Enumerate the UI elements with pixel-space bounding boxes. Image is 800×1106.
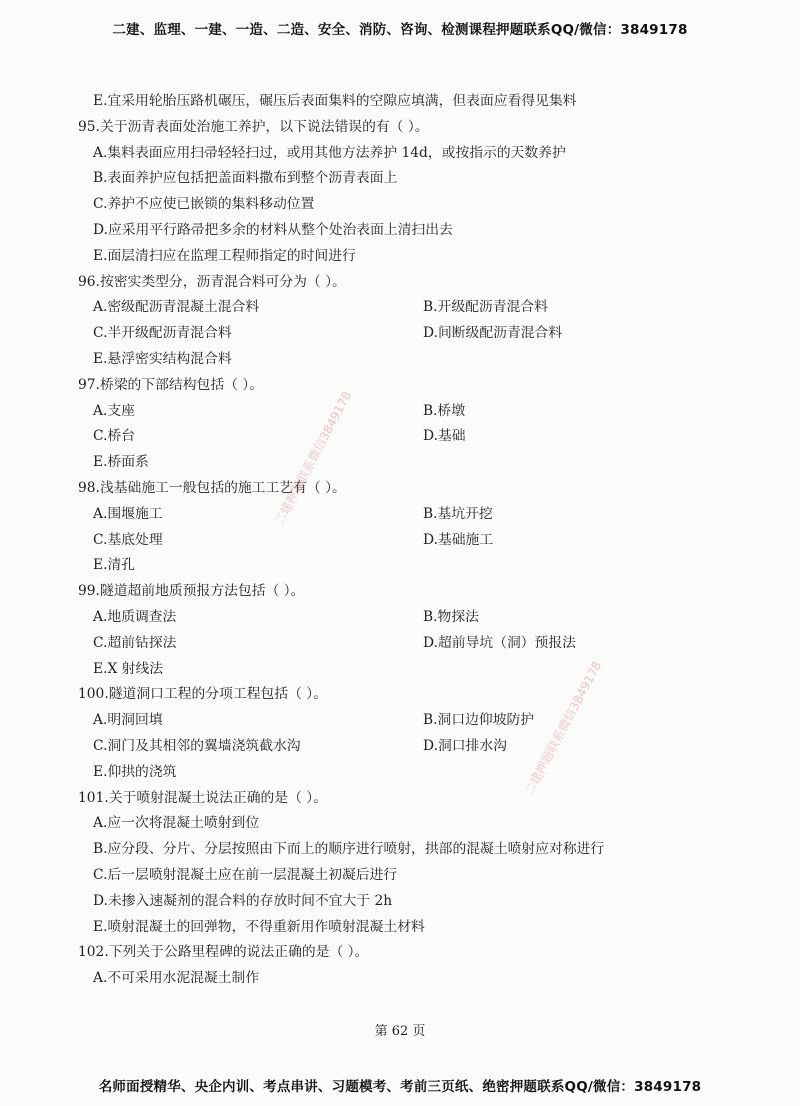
option: C.后一层喷射混凝土应在前一层混凝土初凝后进行 (93, 867, 398, 883)
question-stem: 97.桥梁的下部结构包括（ ）。 (78, 377, 263, 393)
option: E.仰拱的浇筑 (93, 764, 177, 780)
option-right: D.基础 (423, 428, 466, 444)
question-stem: 100.隧道洞口工程的分项工程包括（ ）。 (78, 686, 327, 702)
option-left: C.桥台 (93, 428, 136, 444)
option-right: D.超前导坑（洞）预报法 (423, 635, 576, 651)
header-banner: 二建、监理、一建、一造、二造、安全、消防、咨询、检测课程押题联系QQ/微信：3849178 (112, 22, 688, 38)
option: A.集料表面应用扫帚轻轻扫过，或用其他方法养护 14d，或按指示的天数养护 (93, 145, 566, 161)
watermark: 二建押题联系微信3849178 (271, 388, 355, 528)
option: E.X 射线法 (93, 661, 164, 677)
option-right: B.基坑开挖 (423, 506, 493, 522)
option-right: D.洞口排水沟 (423, 738, 507, 754)
question-stem: 102.下列关于公路里程碑的说法正确的是（ ）。 (78, 944, 369, 960)
watermark: 二建押题联系微信3849178 (521, 658, 605, 798)
option-right: B.物探法 (423, 609, 479, 625)
option-left: A.支座 (93, 403, 135, 419)
option-left: C.洞门及其相邻的翼墙浇筑截水沟 (93, 738, 301, 754)
option-left: A.密级配沥青混凝土混合料 (93, 299, 260, 315)
question-stem: 101.关于喷射混凝土说法正确的是（ ）。 (78, 790, 327, 806)
option: E.喷射混凝土的回弹物，不得重新用作喷射混凝土材料 (93, 919, 425, 935)
option: D.应采用平行路帚把多余的材料从整个处治表面上清扫出去 (93, 222, 453, 238)
option-left: C.半开级配沥青混合料 (93, 325, 232, 341)
option: E.宜采用轮胎压路机碾压，碾压后表面集料的空隙应填满，但表面应看得见集料 (93, 93, 577, 109)
option-left: C.超前钻探法 (93, 635, 177, 651)
footer-banner: 名师面授精华、央企内训、考点串讲、习题模考、考前三页纸、绝密押题联系QQ/微信：3849178 (98, 1079, 702, 1095)
option: C.养护不应使已嵌锁的集料移动位置 (93, 196, 315, 212)
option: B.应分段、分片、分层按照由下而上的顺序进行喷射，拱部的混凝土喷射应对称进行 (93, 841, 605, 857)
option: D.未掺入速凝剂的混合料的存放时间不宜大于 2h (93, 893, 393, 909)
option: E.桥面系 (93, 454, 149, 470)
option-right: B.桥墩 (423, 403, 466, 419)
option-right: D.基础施工 (423, 532, 494, 548)
question-stem: 98.浅基础施工一般包括的施工工艺有（ ）。 (78, 480, 346, 496)
option-right: D.间断级配沥青混合料 (423, 325, 563, 341)
option: E.清孔 (93, 557, 136, 573)
question-stem: 95.关于沥青表面处治施工养护，以下说法错误的有（ ）。 (78, 119, 429, 135)
question-stem: 96.按密实类型分，沥青混合料可分为（ ）。 (78, 274, 346, 290)
option: E.悬浮密实结构混合料 (93, 351, 232, 367)
option: A.应一次将混凝土喷射到位 (93, 815, 260, 831)
option-left: A.明洞回填 (93, 712, 163, 728)
page-number: 第 62 页 (374, 1024, 426, 1039)
option: A.不可采用水泥混凝土制作 (93, 970, 260, 986)
option-left: A.围堰施工 (93, 506, 163, 522)
option-right: B.洞口边仰坡防护 (423, 712, 535, 728)
option: B.表面养护应包括把盖面料撒布到整个沥青表面上 (93, 170, 398, 186)
option: E.面层清扫应在监理工程师指定的时间进行 (93, 248, 356, 264)
question-stem: 99.隧道超前地质预报方法包括（ ）。 (78, 583, 305, 599)
option-left: A.地质调查法 (93, 609, 177, 625)
option-left: C.基底处理 (93, 532, 163, 548)
option-right: B.开级配沥青混合料 (423, 299, 548, 315)
